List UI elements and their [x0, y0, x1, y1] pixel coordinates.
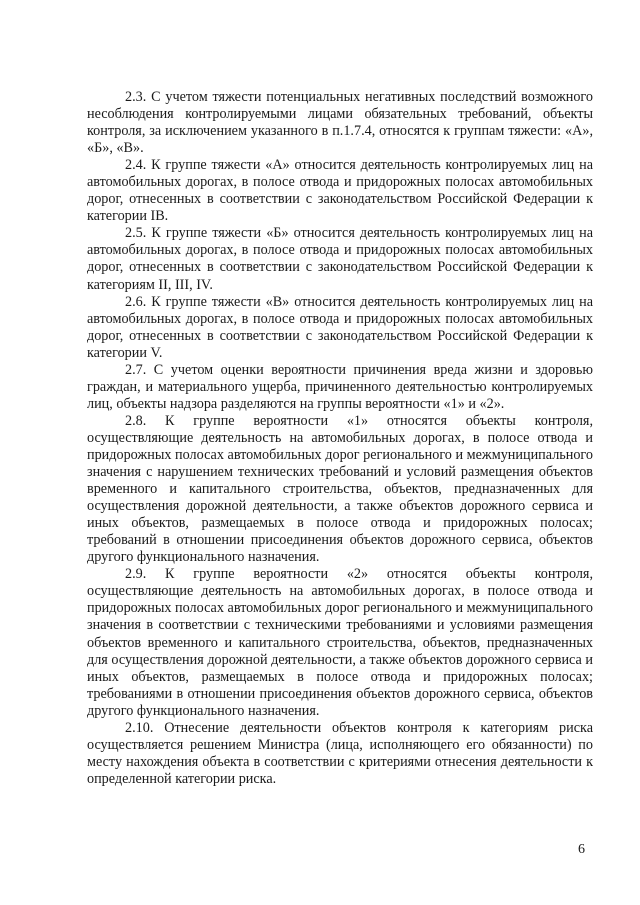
paragraph-2-3: 2.3. С учетом тяжести потенциальных негативных последствий возможного несоблюдения контролируемыми лицами обязательных требований, объекты контроля, за исключением указанного в п.1.7.4, относятся к группам тяжести: «А», «Б», «В».: [87, 89, 593, 157]
paragraph-2-5: 2.5. К группе тяжести «Б» относится деятельность контролируемых лиц на автомобильных дорогах, в полосе отвода и придорожных полосах автомобильных дорог, отнесенных в соответствии с законодательством Российской Федерации к категориям II, III, IV.: [87, 225, 593, 293]
paragraph-2-8: 2.8. К группе вероятности «1» относятся объекты контроля, осуществляющие деятельность на автомобильных дорогах, в полосе отвода и придорожных полосах автомобильных дорог регионального и межмуниципального значения с нарушением технических требований и условий размещения объектов временного и капитального строительства, объектов, предназначенных для осуществления дорожной деятельности, а также объектов дорожного сервиса и иных объектов, размещаемых в полосе отвода и придорожных полосах; требований в отношении присоединения объектов дорожного сервиса, объектов другого функционального назначения.: [87, 412, 593, 566]
paragraph-2-7: 2.7. С учетом оценки вероятности причинения вреда жизни и здоровью граждан, и материального ущерба, причиненного деятельностью контролируемых лиц, объекты надзора разделяются на группы вероятности «1» и «2».: [87, 361, 593, 412]
page-number: 6: [578, 842, 585, 857]
document-body: [87, 89, 593, 788]
paragraph-2-10: 2.10. Отнесение деятельности объектов контроля к категориям риска осуществляется решением Министра (лица, исполняющего его обязанности) по месту нахождения объекта в соответствии с критериями отнесения деятельности к определенной категории риска.: [87, 719, 593, 787]
paragraph-2-4: 2.4. К группе тяжести «А» относится деятельность контролируемых лиц на автомобильных дорогах, в полосе отвода и придорожных полосах автомобильных дорог, отнесенных в соответствии с законодательством Российской Федерации к категории IB.: [87, 157, 593, 225]
paragraph-2-9: 2.9. К группе вероятности «2» относятся объекты контроля, осуществляющие деятельность на автомобильных дорогах, в полосе отвода и придорожных полосах автомобильных дорог регионального и межмуниципального значения в соответствии с техническими требованиями и условиями размещения объектов временного и капитального строительства, объектов, предназначенных для осуществления дорожной деятельности, а также объектов дорожного сервиса и иных объектов, размещаемых в полосе отвода и придорожных полосах; требованиями в отношении присоединения объектов дорожного сервиса, объектов другого функционального назначения.: [87, 566, 593, 719]
paragraph-2-6: 2.6. К группе тяжести «В» относится деятельность контролируемых лиц на автомобильных дорогах, в полосе отвода и придорожных полосах автомобильных дорог, отнесенных в соответствии с законодательством Российской Федерации к категории V.: [87, 293, 593, 361]
